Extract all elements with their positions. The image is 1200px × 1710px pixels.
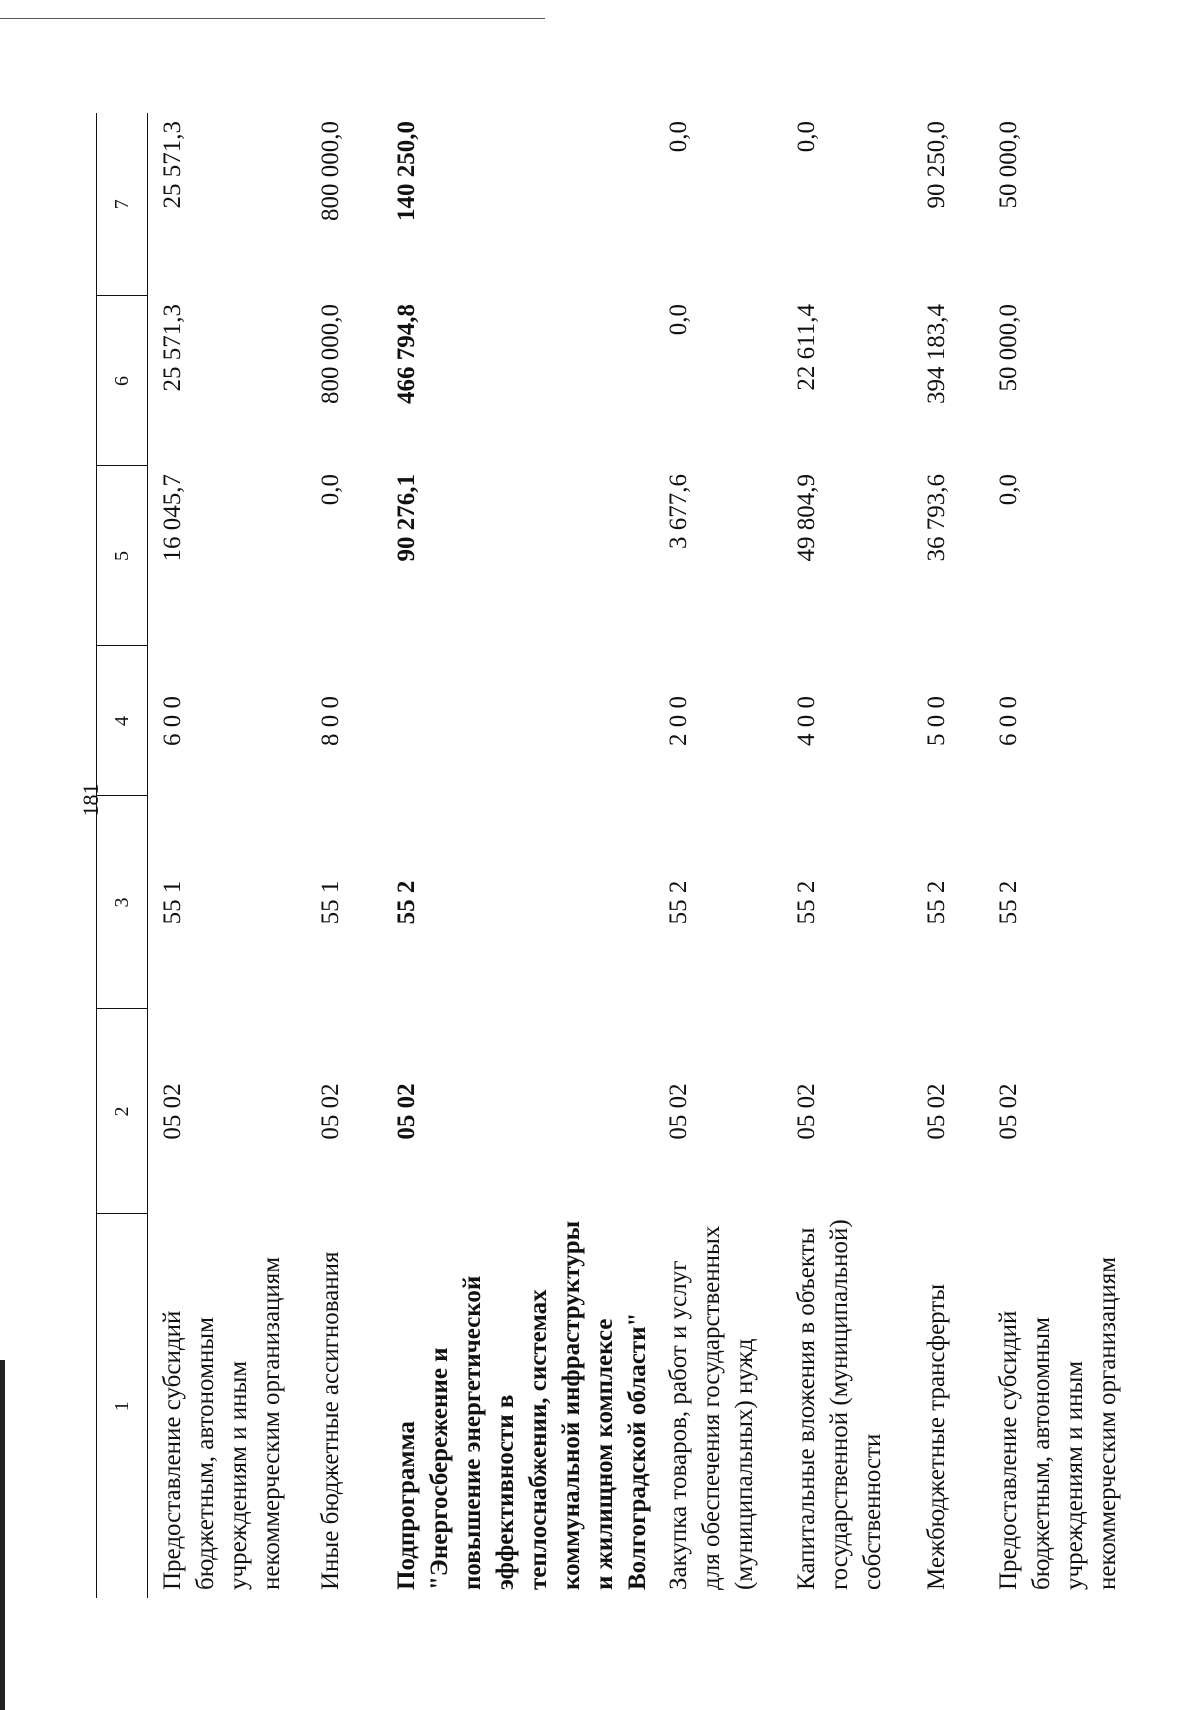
row-name: Иные бюджетные ассигнования <box>317 1251 344 1590</box>
value-col7: 140 250,0 <box>393 121 420 221</box>
value-col6: 25 571,3 <box>159 304 186 392</box>
table-row <box>782 113 912 1598</box>
column-header: 7 <box>97 113 148 296</box>
table-row <box>912 113 984 1598</box>
budget-table <box>96 113 1132 1598</box>
value-col5: 49 804,9 <box>793 474 820 562</box>
program-code: 55 1 <box>159 880 186 925</box>
expense-type-code: 4 0 0 <box>793 696 820 746</box>
expense-type-code: 5 0 0 <box>923 696 950 746</box>
value-col6: 22 611,4 <box>793 304 820 391</box>
value-col7: 50 000,0 <box>995 121 1022 209</box>
section-code: 05 02 <box>923 1083 950 1140</box>
value-col7: 25 571,3 <box>159 121 186 209</box>
section-code: 05 02 <box>317 1083 344 1140</box>
table-row <box>148 113 307 1598</box>
table-row <box>654 113 782 1598</box>
value-col6: 394 183,4 <box>923 304 950 404</box>
value-col7: 90 250,0 <box>923 121 950 209</box>
page-number: 181 <box>78 783 103 817</box>
expense-type-code: 2 0 0 <box>665 696 692 746</box>
program-code: 55 2 <box>665 880 692 925</box>
section-code: 05 02 <box>793 1083 820 1140</box>
column-header: 6 <box>97 296 148 466</box>
column-header: 4 <box>97 646 148 796</box>
value-col7: 800 000,0 <box>317 121 344 221</box>
expense-type-code <box>382 646 654 796</box>
row-name: Межбюджетные трансферты <box>923 1283 950 1590</box>
section-code: 05 02 <box>159 1083 186 1140</box>
table-body <box>148 113 1133 1598</box>
program-code: 55 1 <box>317 880 344 925</box>
expense-type-code: 6 0 0 <box>159 696 186 746</box>
value-col6: 50 000,0 <box>995 304 1022 392</box>
column-header: 5 <box>97 466 148 646</box>
value-col6: 466 794,8 <box>393 304 420 404</box>
row-name: Предоставление субсидий бюджетным, автономным учреждениям и иным некоммерческим организациям <box>159 1256 285 1590</box>
row-name: Подпрограмма "Энергосбережение и повышение энергетической эффективности в теплоснабжении, системах коммунальной инфраструктуры и жилищном комплексе Волгоградской области" <box>393 1220 651 1590</box>
section-code: 05 02 <box>665 1083 692 1140</box>
column-header: 3 <box>97 796 148 1009</box>
row-name: Закупка товаров, работ и услуг для обеспечения государственных (муниципальных) нужд <box>665 1225 758 1590</box>
row-name: Капитальные вложения в объекты государственной (муниципальной) собственности <box>793 1219 886 1590</box>
value-col5: 0,0 <box>995 474 1022 506</box>
value-col5: 16 045,7 <box>159 474 186 562</box>
column-header: 1 <box>97 1214 148 1598</box>
value-col5: 0,0 <box>317 474 344 506</box>
section-code: 05 02 <box>995 1083 1022 1140</box>
expense-type-code: 8 0 0 <box>317 696 344 746</box>
value-col7: 0,0 <box>665 121 692 153</box>
table-row-subprogram <box>382 113 654 1598</box>
program-code: 55 2 <box>995 880 1022 925</box>
value-col6: 800 000,0 <box>317 304 344 404</box>
row-name: Предоставление субсидий бюджетным, автономным учреждениям и иным некоммерческим организациям <box>995 1256 1121 1590</box>
value-col5: 36 793,6 <box>923 474 950 562</box>
value-col5: 3 677,6 <box>665 474 692 549</box>
table-row <box>984 113 1132 1598</box>
section-code: 05 02 <box>393 1083 420 1140</box>
program-code: 55 2 <box>793 880 820 925</box>
program-code: 55 2 <box>393 880 420 925</box>
program-code: 55 2 <box>923 880 950 925</box>
column-header: 2 <box>97 1009 148 1214</box>
expense-type-code: 6 0 0 <box>995 696 1022 746</box>
value-col7: 0,0 <box>793 121 820 153</box>
value-col5: 90 276,1 <box>393 474 420 562</box>
table-row <box>306 113 382 1598</box>
value-col6: 0,0 <box>665 304 692 336</box>
table-header-row <box>97 113 148 1598</box>
